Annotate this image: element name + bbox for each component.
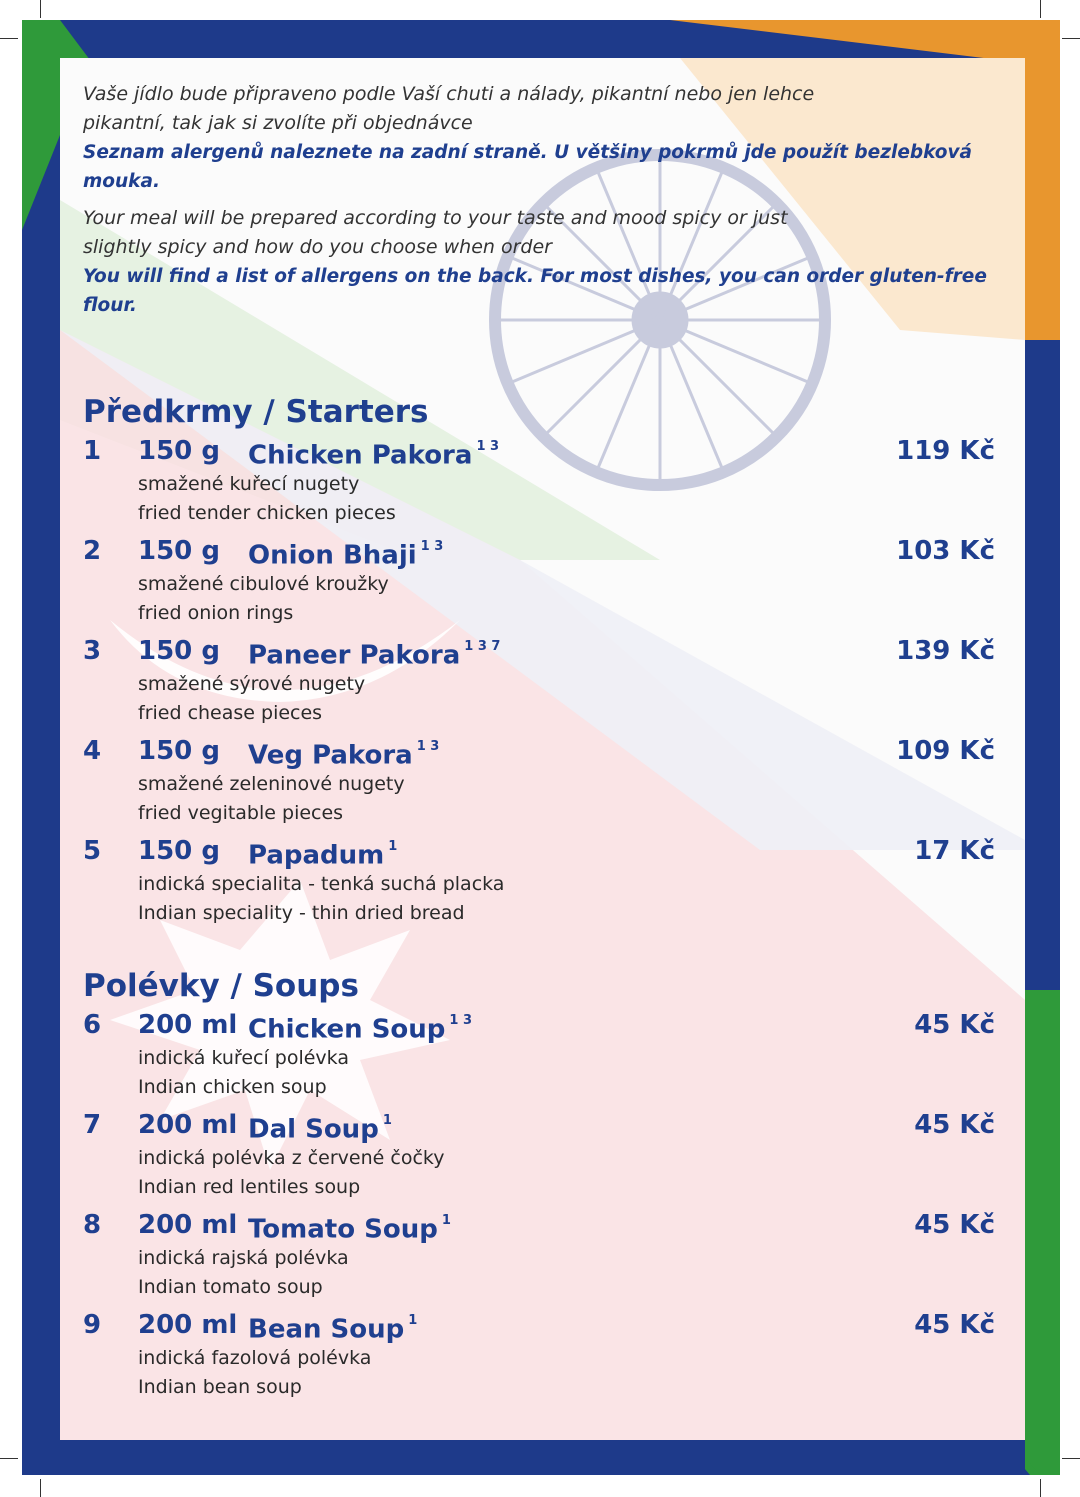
item-number: 6 (83, 1010, 102, 1040)
crop-mark (1040, 0, 1041, 18)
item-number: 4 (83, 736, 102, 766)
item-desc-cz: indická specialita - tenká suchá placka (138, 873, 505, 895)
item-name: Papadum (248, 840, 385, 871)
item-price: 45 Kč (914, 1110, 995, 1140)
crop-mark (0, 1458, 18, 1459)
intro-cz-allergens: Seznam alergenů naleznete na zadní straně. U většiny pokrmů jde použít bezlebková mouka. (83, 142, 973, 192)
item-number: 8 (83, 1210, 102, 1240)
menu-item (83, 1206, 995, 1301)
item-desc-en: Indian speciality - thin dried bread (138, 901, 465, 924)
item-name: Dal Soup (248, 1114, 379, 1145)
item-price: 45 Kč (914, 1010, 995, 1040)
menu-item (83, 632, 995, 727)
item-desc-cz: indická kuřecí polévka (138, 1047, 349, 1069)
item-name-wrap (248, 632, 500, 675)
crop-mark (40, 0, 41, 18)
item-desc-cz: smažené cibulové kroužky (138, 573, 389, 595)
menu-item (83, 832, 995, 927)
item-price: 45 Kč (914, 1310, 995, 1340)
item-quantity: 200 ml (138, 1010, 238, 1040)
item-name: Chicken Pakora (248, 440, 473, 471)
item-allergens: 1 (408, 1313, 418, 1328)
item-desc-en: fried onion rings (138, 601, 294, 624)
item-price: 119 Kč (896, 436, 995, 466)
item-quantity: 150 g (138, 536, 220, 566)
item-quantity: 150 g (138, 736, 220, 766)
intro-cz-line: pikantní, tak jak si zvolíte při objednávce (83, 112, 473, 134)
item-number: 5 (83, 836, 102, 866)
item-allergens: 1 (382, 1113, 392, 1128)
item-quantity: 200 ml (138, 1110, 238, 1140)
item-number: 1 (83, 436, 102, 466)
menu-page (83, 80, 995, 1406)
item-name-wrap (248, 1106, 392, 1149)
item-name: Tomato Soup (248, 1214, 438, 1245)
item-desc-en: Indian bean soup (138, 1375, 302, 1398)
item-name: Paneer Pakora (248, 640, 461, 671)
item-name-wrap (248, 1006, 472, 1049)
item-number: 7 (83, 1110, 102, 1140)
item-quantity: 200 ml (138, 1310, 238, 1340)
item-allergens: 1 (441, 1213, 451, 1228)
menu-item (83, 1306, 995, 1401)
intro-cz-line: Vaše jídlo bude připraveno podle Vaší chuti a nálady, pikantní nebo jen lehce (83, 83, 815, 105)
crop-mark (1062, 38, 1080, 39)
menu-item (83, 432, 995, 527)
item-desc-en: Indian chicken soup (138, 1075, 327, 1098)
item-desc-cz: smažené sýrové nugety (138, 673, 366, 695)
intro (83, 80, 995, 320)
item-desc-en: Indian tomato soup (138, 1275, 323, 1298)
menu-item (83, 732, 995, 827)
section-soups (83, 966, 995, 1401)
item-name: Veg Pakora (248, 740, 413, 771)
item-quantity: 150 g (138, 836, 220, 866)
item-price: 109 Kč (896, 736, 995, 766)
crop-mark (1040, 1479, 1041, 1497)
section-title: Polévky / Soups (83, 968, 359, 1004)
section-title: Předkrmy / Starters (83, 394, 429, 430)
item-desc-en: fried chease pieces (138, 701, 323, 724)
item-name-wrap (248, 532, 443, 575)
item-number: 3 (83, 636, 102, 666)
item-name-wrap (248, 1206, 451, 1249)
item-desc-en: fried vegitable pieces (138, 801, 344, 824)
item-name-wrap (248, 832, 397, 875)
intro-czech (83, 80, 995, 196)
item-allergens: 1 3 (476, 439, 500, 454)
intro-en-allergens: You will find a list of allergens on the back. For most dishes, you can order gluten-free flour. (83, 266, 987, 316)
section-starters (83, 392, 995, 927)
intro-english (83, 204, 995, 320)
item-name: Chicken Soup (248, 1014, 446, 1045)
menu-item (83, 532, 995, 627)
item-quantity: 150 g (138, 436, 220, 466)
intro-en-line: Your meal will be prepared according to your taste and mood spicy or just (83, 207, 788, 229)
item-name-wrap (248, 432, 499, 475)
intro-en-line: slightly spicy and how do you choose when order (83, 236, 552, 258)
item-allergens: 1 3 7 (464, 639, 501, 654)
item-price: 103 Kč (896, 536, 995, 566)
item-desc-cz: smažené kuřecí nugety (138, 473, 360, 495)
item-name: Bean Soup (248, 1314, 405, 1345)
item-desc-cz: indická polévka z červené čočky (138, 1147, 445, 1169)
item-desc-cz: indická fazolová polévka (138, 1347, 372, 1369)
item-quantity: 200 ml (138, 1210, 238, 1240)
crop-mark (1062, 1458, 1080, 1459)
crop-mark (0, 38, 18, 39)
item-desc-cz: indická rajská polévka (138, 1247, 349, 1269)
item-allergens: 1 3 (420, 539, 444, 554)
item-desc-cz: smažené zeleninové nugety (138, 773, 405, 795)
item-price: 139 Kč (896, 636, 995, 666)
item-quantity: 150 g (138, 636, 220, 666)
item-name-wrap (248, 732, 439, 775)
item-number: 9 (83, 1310, 102, 1340)
item-allergens: 1 (388, 839, 398, 854)
item-name-wrap (248, 1306, 417, 1349)
item-number: 2 (83, 536, 102, 566)
item-desc-en: fried tender chicken pieces (138, 501, 396, 524)
item-allergens: 1 3 (449, 1013, 473, 1028)
crop-mark (40, 1479, 41, 1497)
menu-item (83, 1006, 995, 1101)
item-desc-en: Indian red lentiles soup (138, 1175, 361, 1198)
item-name: Onion Bhaji (248, 540, 417, 571)
item-price: 17 Kč (914, 836, 995, 866)
item-price: 45 Kč (914, 1210, 995, 1240)
menu-item (83, 1106, 995, 1201)
item-allergens: 1 3 (416, 739, 440, 754)
